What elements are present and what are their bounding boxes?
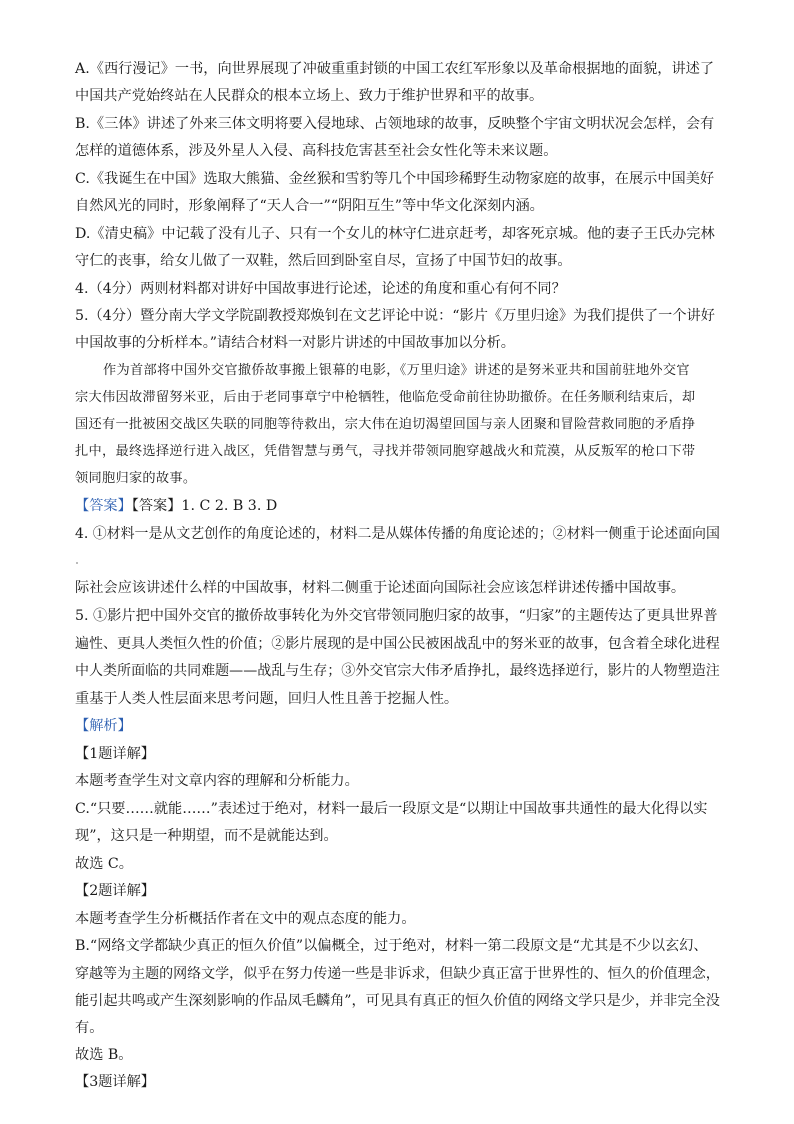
option-a-line-1: A.《西行漫记》一书，向世界展现了冲破重重封锁的中国工农红军形象以及革命根据地的面貌，讲述了 [75,61,715,77]
q3-detail-heading: 【3题详解】 [75,1074,155,1090]
option-b-line-2: 怎样的道德体系，涉及外星人入侵、高科技危害甚至社会女性化等未来议题。 [75,143,558,159]
answer-5-line-3: 中人类所面临的共同难题——战乱与生存；③外交官宗大伟矛盾挣扎，最终选择逆行，影片的人物塑造注 [75,663,720,679]
answer-5-line-1: 5. ①影片把中国外交官的撤侨故事转化为外交官带领同胞归家的故事，“归家”的主题传达了更具世界普 [75,608,718,624]
answer-4-line-2: 际社会应该讲述什么样的中国故事，材料二侧重于论述面向国际社会应该怎样讲述传播中国故事。 [75,580,686,596]
q1-detail-line-1: C.“只要……就能……”表述过于绝对，材料一最后一段原文是“以期让中国故事共通性的最大化得以实 [75,801,708,817]
q2-choice: 故选 B。 [75,1047,133,1063]
answer-label: 【答案】 [75,498,132,514]
option-c-line-1: C.《我诞生在中国》选取大熊猫、金丝猴和雪豹等几个中国珍稀野生动物家庭的故事，在展示中国美好 [75,171,715,187]
quote-line-5: 领同胞归家的故事。 [75,471,197,486]
option-a-line-2: 中国共产党始终站在人民群众的根本立场上、致力于维护世界和平的故事。 [75,88,544,104]
answer-heading [75,496,277,516]
q2-detail-line-3: 能引起共鸣或产生深刻影响的作品凤毛麟角”，可见具有真正的恒久价值的网络文学只是少，并非完全没 [75,993,720,1009]
question-4: 4.（4分）两则材料都对讲好中国故事进行论述，论述的角度和重心有何不同？ [75,281,566,297]
answer-4-line-1: 4. ①材料一是从文艺创作的角度论述的，材料二是从媒体传播的角度论述的；②材料一侧重于论述面向国 [75,526,720,542]
answer-5-line-4: 重基于人类人性层面来思考问题，回归人性且善于挖掘人性。 [75,691,459,707]
analysis-heading: 【解析】 [75,718,132,734]
q2-detail-line-1: B.“网络文学都缺少真正的恒久价值”以偏概全，过于绝对，材料一第二段原文是“尤其是不少以玄幻、 [75,938,708,954]
question-5-line-1: 5.（4分）暨分南大学文学院副教授郑焕钊在文艺评论中说：“影片《万里归途》为我们提供了一个讲好 [75,308,715,324]
option-b-line-1: B.《三体》讲述了外来三体文明将要入侵地球、占领地球的故事，反映整个宇宙文明状况会怎样，会有 [75,116,715,132]
answer-values: 【答案】1. C 2. B 3. D [131,498,278,514]
q1-detail-intro: 本题考查学生对文章内容的理解和分析能力。 [75,773,359,789]
q2-detail-heading: 【2题详解】 [75,883,155,899]
scan-dot [76,562,78,564]
q1-choice: 故选 C。 [75,856,133,872]
quote-line-2: 宗大伟因故滞留努米亚，后由于老同事章宁中枪牺牲，他临危受命前往协助撤侨。在任务顺利结束后，却 [75,390,696,405]
answer-5-line-2: 遍性、更具人类恒久性的价值；②影片展现的是中国公民被困战乱中的努米亚的故事，包含着全球化进程 [75,636,720,652]
quote-line-4: 扎中，最终选择逆行进入战区，凭借智慧与勇气，寻找并带领同胞穿越战火和荒漠，从反叛军的枪口下带 [75,444,696,459]
q2-detail-intro: 本题考查学生分析概括作者在文中的观点态度的能力。 [75,911,416,927]
option-d-line-2: 守仁的丧事，给女儿做了一双鞋，然后回到卧室自尽，宣扬了中国节妇的故事。 [75,253,572,269]
q2-detail-line-4: 有。 [75,1020,104,1036]
quote-line-3: 国还有一批被困交战区失联的同胞等待救出，宗大伟在迫切渴望回国与亲人团聚和冒险营救同胞的矛盾挣 [75,417,696,432]
question-5-line-2: 中国故事的分析样本。”请结合材料一对影片讲述的中国故事加以分析。 [75,335,515,351]
option-d-line-1: D.《清史稿》中记载了没有儿子、只有一个女儿的林守仁进京赶考，却客死京城。他的妻子王氏办完林 [75,226,715,242]
q2-detail-line-2: 穿越等为主题的网络文学，似乎在努力传递一些是非诉求，但缺少真正富于世界性的、恒久的价值理念， [75,966,720,982]
option-c-line-2: 自然风光的同时，形象阐释了“天人合一”“阴阳互生”等中华文化深刻内涵。 [75,198,544,214]
quote-line-1: 作为首部将中国外交官撤侨故事搬上银幕的电影，《万里归途》讲述的是努米亚共和国前驻地外交官 [103,363,690,378]
q1-detail-heading: 【1题详解】 [75,746,155,762]
q1-detail-line-2: 现”，这只是一种期望，而不是就能达到。 [75,828,338,844]
